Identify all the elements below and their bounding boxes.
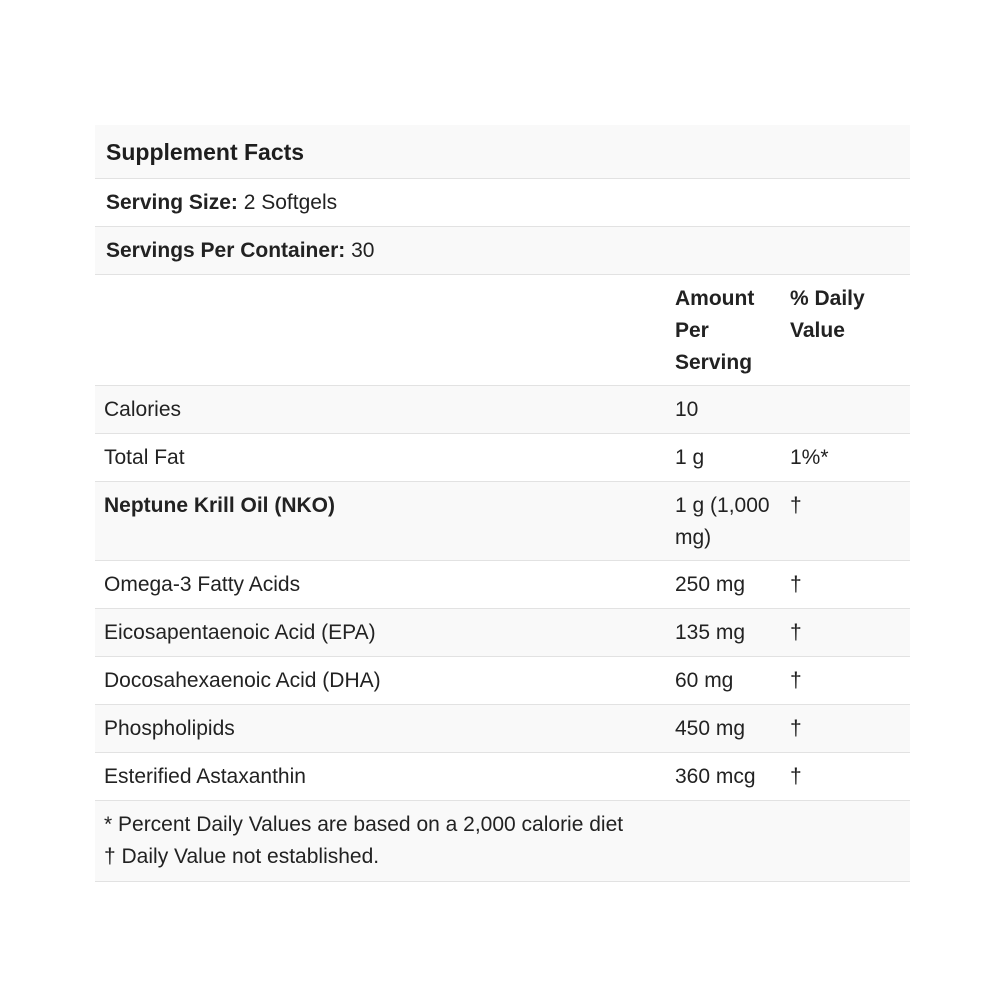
nutrient-daily-value: †	[790, 621, 802, 644]
nutrient-row-omega-3	[95, 561, 910, 609]
nutrient-name: Omega-3 Fatty Acids	[104, 573, 301, 596]
nutrient-amount: 135 mg	[675, 621, 746, 644]
column-header-daily-value: % Daily Value	[790, 287, 865, 342]
supplement-facts-table	[95, 125, 910, 882]
serving-size-label: Serving Size:	[106, 190, 238, 214]
serving-size-value: 2 Softgels	[243, 190, 338, 214]
nutrient-daily-value: †	[790, 765, 802, 788]
nutrient-name: Eicosapentaenoic Acid (EPA)	[104, 621, 376, 644]
nutrient-amount: 450 mg	[675, 717, 746, 740]
nutrient-daily-value: †	[790, 717, 802, 740]
nutrient-name: Calories	[104, 398, 182, 421]
footnote-dagger: † Daily Value not established.	[104, 845, 380, 868]
nutrient-daily-value: †	[790, 494, 802, 517]
nutrient-name: Neptune Krill Oil (NKO)	[104, 494, 335, 517]
nutrient-name: Phospholipids	[104, 717, 235, 740]
nutrient-row-epa	[95, 609, 910, 657]
nutrient-daily-value: †	[790, 669, 802, 692]
nutrient-row-astaxanthin	[95, 753, 910, 801]
nutrient-name: Esterified Astaxanthin	[104, 765, 306, 788]
nutrient-amount: 60 mg	[675, 669, 734, 692]
nutrient-row-calories	[95, 386, 910, 434]
servings-per-container-value: 30	[351, 238, 375, 262]
nutrient-daily-value: †	[790, 573, 802, 596]
nutrient-daily-value	[787, 394, 910, 433]
nutrient-amount: 1 g	[675, 446, 705, 469]
column-header-amount: Amount Per Serving	[675, 287, 755, 374]
facts-title: Supplement Facts	[95, 125, 910, 179]
footnotes	[95, 801, 910, 881]
nutrient-amount: 360 mcg	[675, 765, 756, 788]
column-header-row	[95, 275, 910, 386]
nutrient-amount: 250 mg	[675, 573, 746, 596]
footnote-percent-daily-value: * Percent Daily Values are based on a 2,000 calorie diet	[104, 813, 624, 836]
nutrient-name: Docosahexaenoic Acid (DHA)	[104, 669, 381, 692]
serving-size-row	[95, 179, 910, 227]
nutrient-daily-value: 1%*	[790, 446, 829, 469]
nutrient-row-total-fat	[95, 434, 910, 482]
nutrient-name: Total Fat	[104, 446, 185, 469]
servings-per-container-label: Servings Per Container:	[106, 238, 346, 262]
servings-per-container-row	[95, 227, 910, 275]
nutrient-row-dha	[95, 657, 910, 705]
nutrient-row-krill-oil	[95, 482, 910, 561]
nutrient-amount: 1 g (1,000 mg)	[675, 494, 770, 549]
nutrient-amount: 10	[675, 398, 699, 421]
column-header-name	[95, 283, 667, 385]
nutrient-row-phospholipids	[95, 705, 910, 753]
